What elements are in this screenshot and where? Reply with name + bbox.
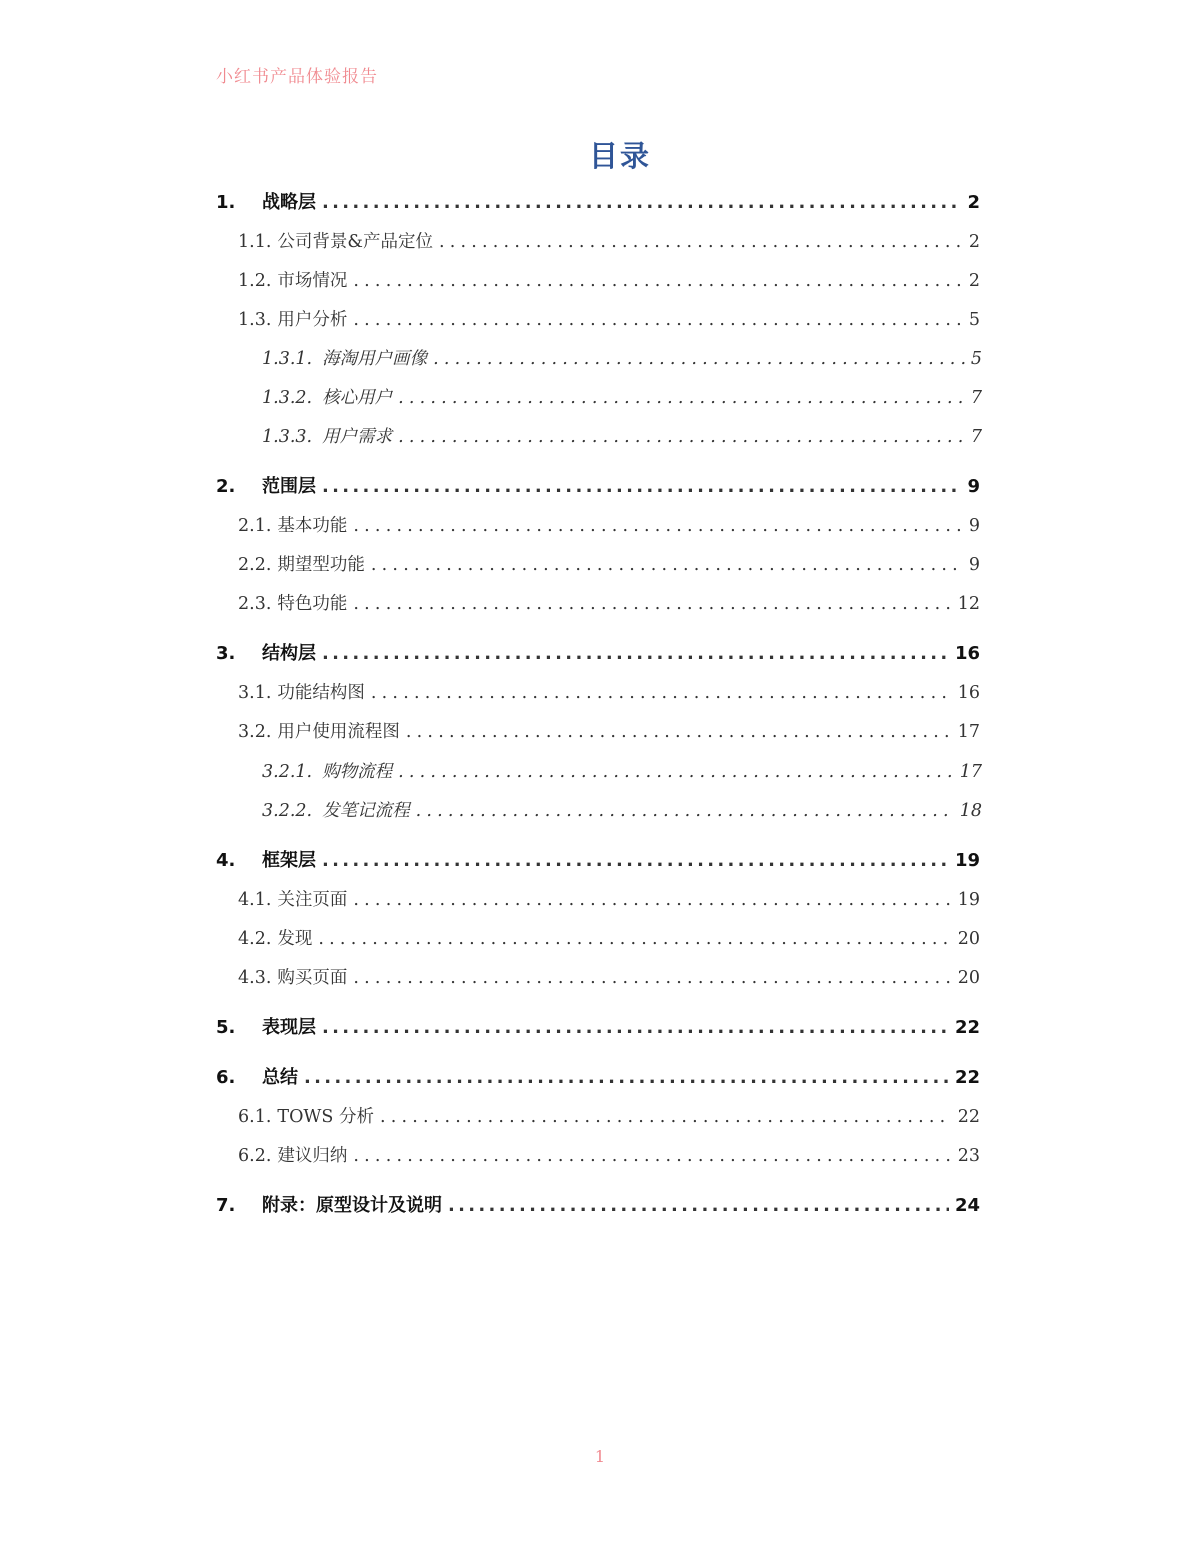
toc-dot-leader [304, 1065, 949, 1091]
toc-entry[interactable] [238, 268, 980, 294]
toc-entry-number: 1.3.1. [262, 349, 313, 369]
toc-entry-page: 19 [954, 850, 980, 871]
toc-entry-label: 发现 [277, 929, 313, 949]
toc-entry-number: 1.2. [238, 271, 272, 291]
toc-dot-leader [353, 887, 951, 913]
toc-entry-label: 公司背景&产品定位 [277, 232, 433, 252]
toc-entry[interactable] [238, 1143, 980, 1169]
page-number: 1 [594, 1447, 606, 1466]
toc-entry-page: 7 [970, 427, 982, 447]
toc-entry-page: 23 [957, 1146, 980, 1166]
toc-entry-number: 7. [216, 1195, 236, 1216]
toc-dot-leader [353, 513, 962, 539]
toc-entry-number: 1.1. [238, 232, 272, 252]
toc-dot-leader [322, 641, 949, 667]
toc-entry[interactable] [238, 965, 980, 991]
toc-dot-leader [448, 1193, 949, 1219]
toc-entry-page: 9 [967, 476, 980, 497]
toc-entry-label: 期望型功能 [277, 555, 365, 575]
toc-entry[interactable] [262, 385, 982, 411]
toc-entry-number: 4. [216, 850, 236, 871]
toc-dot-leader [406, 719, 952, 745]
toc-entry-label: 附录：原型设计及说明 [262, 1195, 442, 1216]
toc-entry-number: 4.3. [238, 968, 272, 988]
toc-entry-page: 7 [970, 388, 982, 408]
toc-entry[interactable] [238, 680, 980, 706]
toc-entry[interactable] [216, 848, 980, 874]
toc-entry[interactable] [262, 424, 982, 450]
toc-dot-leader [322, 1015, 949, 1041]
toc-entry-page: 12 [957, 594, 980, 614]
toc-dot-leader [433, 346, 965, 372]
toc-entry[interactable] [216, 1193, 980, 1219]
toc-entry-page: 18 [959, 801, 982, 821]
toc-entry[interactable] [262, 759, 982, 785]
toc-dot-leader [398, 385, 965, 411]
toc-dot-leader [353, 268, 962, 294]
toc-entry[interactable] [238, 513, 980, 539]
toc-entry-page: 17 [959, 762, 982, 782]
toc-entry[interactable] [238, 719, 980, 745]
toc-entry-number: 2.3. [238, 594, 272, 614]
toc-entry-label: 购买页面 [277, 968, 348, 988]
toc-entry-number: 3.2.1. [262, 762, 313, 782]
toc-entry[interactable] [216, 474, 980, 500]
toc-entry-page: 20 [957, 929, 980, 949]
toc-entry-page: 16 [957, 683, 980, 703]
toc-dot-leader [353, 1143, 951, 1169]
toc-entry-number: 1.3. [238, 310, 272, 330]
toc-entry-page: 2 [967, 192, 980, 213]
toc-dot-leader [353, 307, 962, 333]
toc-entry[interactable] [216, 1015, 980, 1041]
toc-entry[interactable] [262, 798, 982, 824]
toc-entry-label: 用户需求 [322, 427, 393, 447]
toc-dot-leader [353, 591, 951, 617]
toc-entry-label: 海淘用户画像 [322, 349, 428, 369]
toc-dot-leader [380, 1104, 952, 1130]
toc-entry-label: 表现层 [262, 1017, 316, 1038]
toc-entry-label: 结构层 [262, 643, 316, 664]
toc-entry-label: 战略层 [262, 192, 316, 213]
toc-dot-leader [322, 474, 961, 500]
toc-entry-page: 2 [968, 232, 980, 252]
toc-entry-number: 3.1. [238, 683, 272, 703]
toc-entry-page: 17 [957, 722, 980, 742]
toc-dot-leader [398, 424, 965, 450]
toc-entry[interactable] [262, 346, 982, 372]
toc-entry-number: 2.1. [238, 516, 272, 536]
toc-entry-number: 4.1. [238, 890, 272, 910]
toc-entry-label: 用户使用流程图 [277, 722, 400, 742]
toc-entry[interactable] [216, 190, 980, 216]
toc-entry-page: 9 [968, 555, 980, 575]
toc-entry-label: 功能结构图 [277, 683, 365, 703]
toc-entry-number: 1. [216, 192, 236, 213]
toc-entry-label: 特色功能 [277, 594, 348, 614]
toc-dot-leader [416, 798, 954, 824]
toc-entry-number: 3.2. [238, 722, 272, 742]
toc-dot-leader [322, 190, 961, 216]
toc-dot-leader [322, 848, 949, 874]
toc-entry[interactable] [238, 591, 980, 617]
toc-entry-page: 9 [968, 516, 980, 536]
toc-entry-page: 20 [957, 968, 980, 988]
toc-dot-leader [371, 680, 952, 706]
toc-entry-label: 总结 [262, 1067, 298, 1088]
toc-entry-page: 22 [954, 1067, 980, 1088]
toc-entry-number: 3. [216, 643, 236, 664]
toc-entry-label: 核心用户 [322, 388, 393, 408]
toc-entry-page: 16 [954, 643, 980, 664]
toc-entry-page: 5 [970, 349, 982, 369]
toc-entry[interactable] [216, 1065, 980, 1091]
toc-dot-leader [398, 759, 954, 785]
toc-entry[interactable] [238, 229, 980, 255]
toc-entry[interactable] [238, 307, 980, 333]
toc-entry-label: 建议归纳 [277, 1146, 348, 1166]
toc-entry-page: 22 [954, 1017, 980, 1038]
toc-entry[interactable] [238, 1104, 980, 1130]
toc-entry-label: 用户分析 [277, 310, 348, 330]
toc-entry-number: 6.1. [238, 1107, 272, 1127]
toc-entry[interactable] [238, 552, 980, 578]
toc-entry-page: 22 [957, 1107, 980, 1127]
toc-entry-label: 发笔记流程 [322, 801, 410, 821]
toc-entry-number: 2. [216, 476, 236, 497]
toc-entry-page: 24 [954, 1195, 980, 1216]
toc-entry-page: 2 [968, 271, 980, 291]
toc-entry[interactable] [238, 887, 980, 913]
toc-entry-label: 范围层 [262, 476, 316, 497]
toc-entry-number: 3.2.2. [262, 801, 313, 821]
toc-dot-leader [353, 965, 951, 991]
toc-entry-number: 6. [216, 1067, 236, 1088]
toc-entry-label: 购物流程 [322, 762, 393, 782]
toc-dot-leader [439, 229, 963, 255]
toc-dot-leader [371, 552, 963, 578]
toc-entry[interactable] [238, 926, 980, 952]
toc-entry-label: 框架层 [262, 850, 316, 871]
toc-entry-label: 市场情况 [277, 271, 348, 291]
toc-title: 目录 [588, 139, 651, 173]
toc-entry-number: 6.2. [238, 1146, 272, 1166]
toc-entry-label: TOWS 分析 [277, 1107, 374, 1127]
toc-entry[interactable] [216, 641, 980, 667]
toc-entry-page: 19 [957, 890, 980, 910]
toc-entry-number: 5. [216, 1017, 236, 1038]
toc-entry-label: 关注页面 [277, 890, 348, 910]
running-header: 小红书产品体验报告 [216, 67, 378, 87]
toc-entry-number: 1.3.3. [262, 427, 313, 447]
toc-entry-number: 2.2. [238, 555, 272, 575]
toc-dot-leader [318, 926, 951, 952]
toc-entry-label: 基本功能 [277, 516, 348, 536]
toc-entry-page: 5 [968, 310, 980, 330]
toc-entry-number: 4.2. [238, 929, 272, 949]
toc-entry-number: 1.3.2. [262, 388, 313, 408]
